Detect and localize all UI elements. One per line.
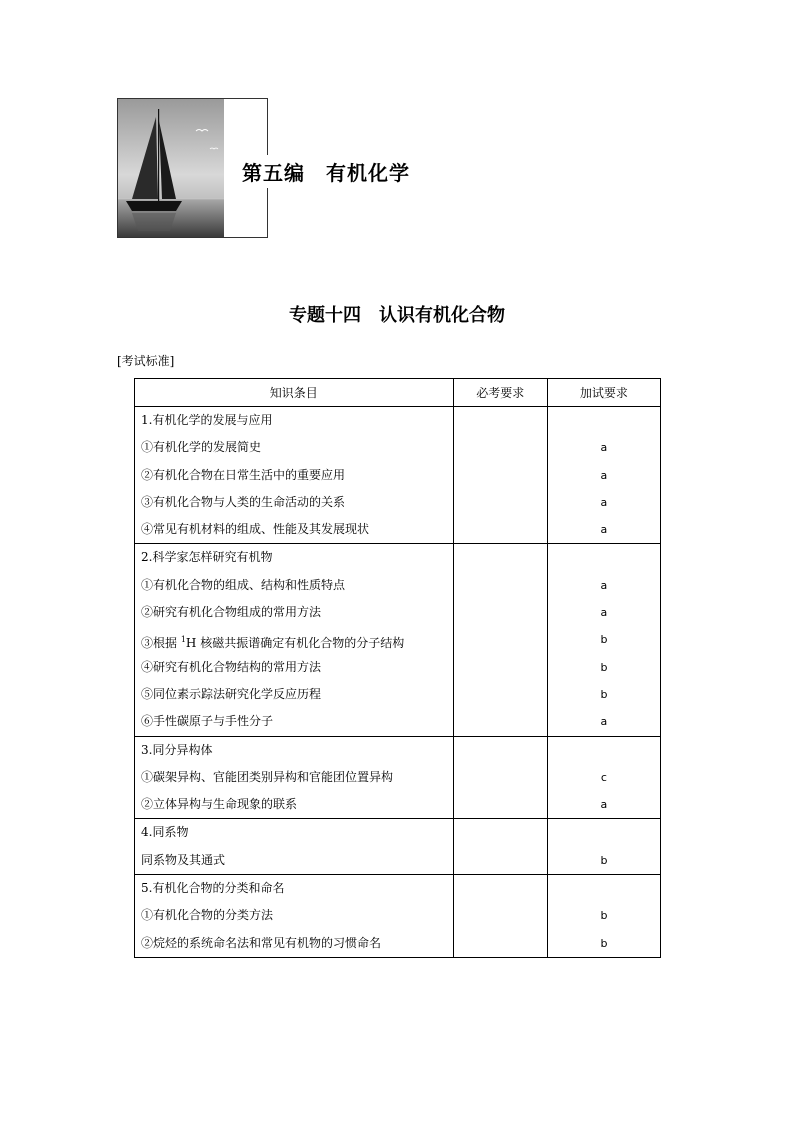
- group-items-cell: [135, 407, 454, 544]
- item-text-suffix: H 核磁共振谱确定有机化合物的分子结构: [185, 636, 405, 651]
- table-header-row: [135, 379, 661, 407]
- group-items-cell: [135, 736, 454, 819]
- required-cell: [453, 544, 547, 736]
- item-text: ①有机化学的发展简史: [141, 440, 262, 455]
- item-text: 同系物及其通式: [141, 852, 226, 867]
- item-text: ①有机化合物的分类方法: [141, 908, 274, 923]
- extra-value: a: [600, 606, 608, 620]
- header-extra: 加试要求: [547, 379, 660, 407]
- topic-title: 专题十四 认识有机化合物: [289, 305, 505, 326]
- group-heading: 3.同分异构体: [141, 742, 213, 757]
- group-heading: 5.有机化合物的分类和命名: [141, 881, 285, 896]
- item-text: ⑥手性碳原子与手性分子: [141, 714, 274, 729]
- extra-cell: [547, 819, 660, 875]
- group-heading: 4.同系物: [141, 825, 189, 840]
- extra-cell: [547, 407, 660, 544]
- item-text: ④研究有机化合物结构的常用方法: [141, 659, 322, 674]
- group-items-cell: [135, 819, 454, 875]
- item-text: ④常见有机材料的组成、性能及其发展现状: [141, 522, 370, 537]
- required-cell: [453, 407, 547, 544]
- exam-standard-label: [考试标准]: [117, 354, 175, 368]
- extra-value: a: [600, 523, 608, 537]
- chapter-title: 第五编 有机化学: [240, 155, 412, 188]
- extra-value: a: [600, 468, 608, 482]
- item-text-prefix: ③根据: [141, 636, 181, 651]
- extra-value: b: [600, 633, 608, 647]
- item-text-nmr: [135, 626, 453, 653]
- required-cell: [453, 736, 547, 819]
- item-text: ①碳架异构、官能团类别异构和官能团位置异构: [141, 769, 394, 784]
- extra-value: a: [600, 578, 608, 592]
- item-text: ②有机化合物在日常生活中的重要应用: [141, 467, 346, 482]
- isotope-superscript: 1: [180, 635, 186, 645]
- extra-value: b: [600, 936, 608, 950]
- exam-standard-table: [134, 378, 661, 958]
- group-heading: 1.有机化学的发展与应用: [141, 413, 273, 427]
- extra-value: a: [600, 798, 608, 812]
- item-text: ③有机化合物与人类的生命活动的关系: [141, 494, 346, 509]
- extra-value: a: [600, 495, 608, 509]
- group-items-cell: [135, 544, 454, 736]
- item-text: ②研究有机化合物组成的常用方法: [141, 605, 322, 620]
- item-text: ①有机化合物的组成、结构和性质特点: [141, 577, 346, 592]
- extra-value: b: [600, 909, 608, 923]
- group-heading: 2.科学家怎样研究有机物: [141, 550, 273, 565]
- extra-value: a: [600, 715, 608, 729]
- table-group-4: [135, 819, 661, 875]
- group-items-cell: [135, 875, 454, 958]
- table-group-3: [135, 736, 661, 819]
- extra-value: b: [600, 660, 608, 674]
- required-cell: [453, 819, 547, 875]
- header-knowledge-items: 知识条目: [135, 379, 454, 407]
- extra-value: a: [600, 441, 608, 455]
- item-text: ⑤同位素示踪法研究化学反应历程: [141, 686, 322, 701]
- table-group-2: [135, 544, 661, 736]
- item-text: ②烷烃的系统命名法和常见有机物的习惯命名: [141, 935, 382, 950]
- extra-cell: [547, 544, 660, 736]
- header-required: 必考要求: [453, 379, 547, 407]
- item-text: ②立体异构与生命现象的联系: [141, 797, 298, 812]
- extra-cell: [547, 875, 660, 958]
- extra-value: b: [600, 853, 608, 867]
- extra-value: b: [600, 687, 608, 701]
- table-group-5: [135, 875, 661, 958]
- extra-value: c: [600, 770, 607, 784]
- extra-cell: [547, 736, 660, 819]
- table-group-1: [135, 407, 661, 544]
- sailboat-image: [118, 99, 224, 237]
- required-cell: [453, 875, 547, 958]
